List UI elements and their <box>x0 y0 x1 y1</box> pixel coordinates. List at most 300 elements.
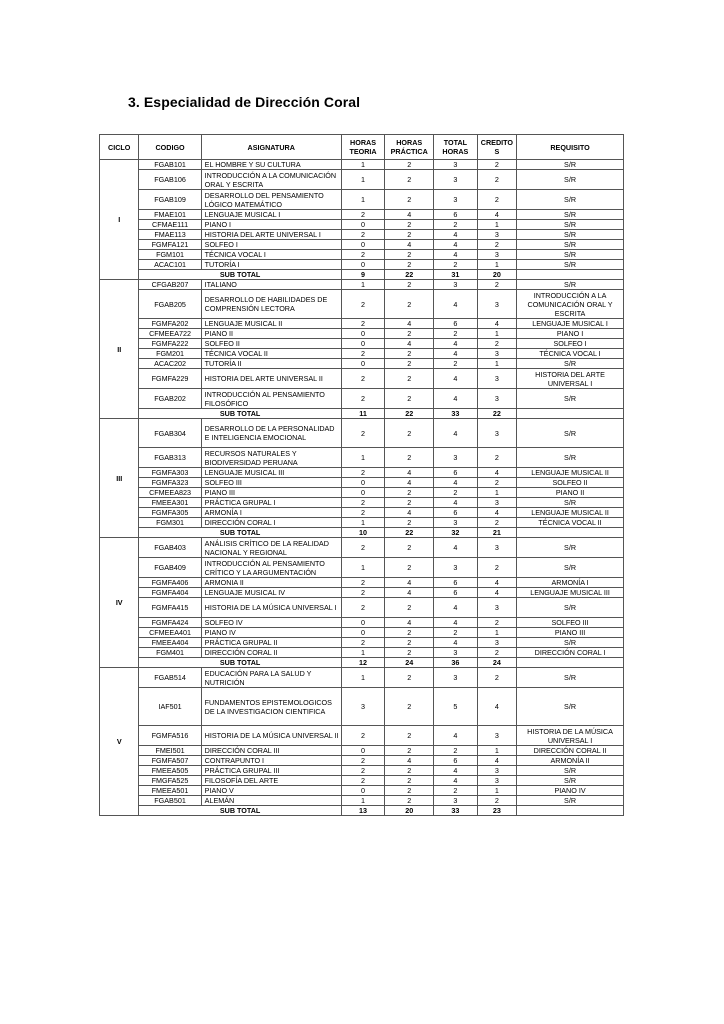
hours-total: 4 <box>434 726 478 746</box>
table-row <box>100 210 624 220</box>
hours-total: 4 <box>434 349 478 359</box>
header-total-horas: TOTAL HORAS <box>434 135 478 160</box>
hours-total: 4 <box>434 618 478 628</box>
table-row <box>100 588 624 598</box>
hours-total: 5 <box>434 688 478 726</box>
hours-practice: 4 <box>385 339 434 349</box>
credits: 4 <box>477 756 516 766</box>
hours-theory: 0 <box>341 628 385 638</box>
course-code: FGAB514 <box>139 668 201 688</box>
header-codigo: CODIGO <box>139 135 201 160</box>
course-code: FGAB109 <box>139 190 201 210</box>
subtotal-total: 31 <box>434 270 478 280</box>
course-subject: PRÁCTICA GRUPAL III <box>201 766 341 776</box>
cycle-cell: V <box>100 668 139 816</box>
hours-theory: 2 <box>341 756 385 766</box>
table-row <box>100 688 624 726</box>
hours-theory: 2 <box>341 389 385 409</box>
hours-total: 4 <box>434 538 478 558</box>
course-code: FGM101 <box>139 250 201 260</box>
requirement: LENGUAJE MUSICAL II <box>517 508 624 518</box>
hours-theory: 0 <box>341 339 385 349</box>
course-subject: TUTORÍA II <box>201 359 341 369</box>
table-row <box>100 598 624 618</box>
course-code: FGAB106 <box>139 170 201 190</box>
credits: 2 <box>477 796 516 806</box>
hours-practice: 2 <box>385 786 434 796</box>
hours-theory: 0 <box>341 478 385 488</box>
requirement: S/R <box>517 359 624 369</box>
requirement: PIANO II <box>517 488 624 498</box>
hours-theory: 1 <box>341 518 385 528</box>
table-row <box>100 280 624 290</box>
hours-theory: 2 <box>341 319 385 329</box>
course-subject: PRÁCTICA GRUPAL I <box>201 498 341 508</box>
course-subject: LENGUAJE MUSICAL I <box>201 210 341 220</box>
subtotal-total: 33 <box>434 806 478 816</box>
hours-practice: 2 <box>385 498 434 508</box>
hours-total: 4 <box>434 638 478 648</box>
hours-total: 4 <box>434 240 478 250</box>
credits: 2 <box>477 668 516 688</box>
hours-theory: 0 <box>341 786 385 796</box>
hours-total: 4 <box>434 598 478 618</box>
credits: 3 <box>477 776 516 786</box>
credits: 4 <box>477 578 516 588</box>
hours-total: 2 <box>434 359 478 369</box>
table-row <box>100 359 624 369</box>
credits: 3 <box>477 250 516 260</box>
course-subject: LENGUAJE MUSICAL IV <box>201 588 341 598</box>
credits: 2 <box>477 478 516 488</box>
requirement: SOLFEO III <box>517 618 624 628</box>
course-subject: ARMONIA II <box>201 578 341 588</box>
table-row <box>100 726 624 746</box>
table-row <box>100 260 624 270</box>
table-row <box>100 448 624 468</box>
hours-practice: 2 <box>385 726 434 746</box>
table-row <box>100 160 624 170</box>
hours-total: 6 <box>434 756 478 766</box>
subtotal-row <box>100 658 624 668</box>
requirement: S/R <box>517 280 624 290</box>
credits: 1 <box>477 628 516 638</box>
table-row <box>100 250 624 260</box>
credits: 4 <box>477 688 516 726</box>
hours-total: 3 <box>434 280 478 290</box>
subtotal-row <box>100 409 624 419</box>
requirement: S/R <box>517 448 624 468</box>
hours-theory: 2 <box>341 210 385 220</box>
course-code: CFMEEA722 <box>139 329 201 339</box>
requirement: ARMONÍA I <box>517 578 624 588</box>
hours-practice: 2 <box>385 419 434 448</box>
subtotal-label: SUB TOTAL <box>139 270 341 280</box>
hours-total: 2 <box>434 628 478 638</box>
subtotal-label: SUB TOTAL <box>139 409 341 419</box>
hours-total: 4 <box>434 250 478 260</box>
hours-total: 3 <box>434 518 478 528</box>
course-code: FGAB403 <box>139 538 201 558</box>
hours-practice: 2 <box>385 746 434 756</box>
cycle-cell: IV <box>100 538 139 668</box>
subtotal-row <box>100 528 624 538</box>
requirement: S/R <box>517 558 624 578</box>
hours-total: 4 <box>434 498 478 508</box>
requirement: LENGUAJE MUSICAL I <box>517 319 624 329</box>
requirement: PIANO IV <box>517 786 624 796</box>
course-subject: LENGUAJE MUSICAL II <box>201 319 341 329</box>
requirement: ARMONÍA II <box>517 756 624 766</box>
hours-theory: 1 <box>341 558 385 578</box>
hours-practice: 2 <box>385 369 434 389</box>
hours-practice: 2 <box>385 250 434 260</box>
course-code: IAF501 <box>139 688 201 726</box>
requirement: S/R <box>517 776 624 786</box>
table-row <box>100 508 624 518</box>
hours-practice: 2 <box>385 598 434 618</box>
hours-total: 2 <box>434 220 478 230</box>
credits: 2 <box>477 339 516 349</box>
course-code: FGAB313 <box>139 448 201 468</box>
course-subject: PRÁCTICA GRUPAL II <box>201 638 341 648</box>
header-ciclo: CICLO <box>100 135 139 160</box>
hours-practice: 2 <box>385 638 434 648</box>
hours-theory: 0 <box>341 746 385 756</box>
hours-total: 4 <box>434 776 478 786</box>
hours-practice: 2 <box>385 648 434 658</box>
cycle-cell: III <box>100 419 139 538</box>
course-subject: FUNDAMENTOS EPISTEMOLOGICOS DE LA INVESTIGACION CIENTIFICA <box>201 688 341 726</box>
hours-theory: 3 <box>341 688 385 726</box>
subtotal-requirement <box>517 528 624 538</box>
hours-theory: 0 <box>341 488 385 498</box>
requirement: HISTORIA DEL ARTE UNIVERSAL I <box>517 369 624 389</box>
hours-theory: 0 <box>341 329 385 339</box>
table-row <box>100 389 624 409</box>
table-row <box>100 518 624 528</box>
hours-total: 4 <box>434 339 478 349</box>
header-creditos: CREDITO S <box>477 135 516 160</box>
course-subject: CONTRAPUNTO I <box>201 756 341 766</box>
course-code: FMEEA505 <box>139 766 201 776</box>
course-code: FGMFA404 <box>139 588 201 598</box>
subtotal-theory: 10 <box>341 528 385 538</box>
course-code: FGMFA516 <box>139 726 201 746</box>
course-subject: DIRECCIÓN CORAL II <box>201 648 341 658</box>
course-code: FGAB304 <box>139 419 201 448</box>
course-subject: DIRECCIÓN CORAL I <box>201 518 341 528</box>
hours-practice: 4 <box>385 240 434 250</box>
hours-total: 4 <box>434 419 478 448</box>
course-subject: PIANO II <box>201 329 341 339</box>
course-code: FMEI501 <box>139 746 201 756</box>
hours-theory: 2 <box>341 766 385 776</box>
hours-theory: 0 <box>341 260 385 270</box>
requirement: PIANO III <box>517 628 624 638</box>
subtotal-practice: 22 <box>385 528 434 538</box>
requirement: S/R <box>517 170 624 190</box>
hours-total: 3 <box>434 796 478 806</box>
hours-theory: 2 <box>341 468 385 478</box>
hours-total: 4 <box>434 290 478 319</box>
credits: 4 <box>477 468 516 478</box>
course-code: FMEEA501 <box>139 786 201 796</box>
hours-theory: 2 <box>341 638 385 648</box>
page-title: 3. Especialidad de Dirección Coral <box>128 94 361 110</box>
requirement: S/R <box>517 250 624 260</box>
hours-practice: 4 <box>385 210 434 220</box>
requirement: S/R <box>517 598 624 618</box>
hours-practice: 4 <box>385 756 434 766</box>
requirement: S/R <box>517 389 624 409</box>
table-row <box>100 419 624 448</box>
course-code: FGMFA229 <box>139 369 201 389</box>
hours-practice: 2 <box>385 260 434 270</box>
table-row <box>100 498 624 508</box>
requirement: HISTORIA DE LA MÚSICA UNIVERSAL I <box>517 726 624 746</box>
hours-practice: 2 <box>385 389 434 409</box>
hours-theory: 1 <box>341 448 385 468</box>
credits: 2 <box>477 558 516 578</box>
subtotal-row <box>100 806 624 816</box>
course-subject: PIANO I <box>201 220 341 230</box>
subtotal-practice: 22 <box>385 409 434 419</box>
credits: 4 <box>477 319 516 329</box>
course-code: FGAB501 <box>139 796 201 806</box>
hours-total: 3 <box>434 558 478 578</box>
requirement: LENGUAJE MUSICAL III <box>517 588 624 598</box>
subtotal-credits: 22 <box>477 409 516 419</box>
hours-theory: 2 <box>341 369 385 389</box>
credits: 3 <box>477 290 516 319</box>
course-code: CFMEEA823 <box>139 488 201 498</box>
hours-practice: 2 <box>385 359 434 369</box>
requirement: S/R <box>517 766 624 776</box>
hours-total: 3 <box>434 160 478 170</box>
course-subject: EL HOMBRE Y SU CULTURA <box>201 160 341 170</box>
course-subject: INTRODUCCIÓN A LA COMUNICACIÓN ORAL Y ESCRITA <box>201 170 341 190</box>
course-subject: DESARROLLO DE HABILIDADES DE COMPRENSIÓN LECTORA <box>201 290 341 319</box>
hours-theory: 2 <box>341 419 385 448</box>
hours-practice: 2 <box>385 220 434 230</box>
course-subject: HISTORIA DE LA MÚSICA UNIVERSAL II <box>201 726 341 746</box>
hours-practice: 2 <box>385 329 434 339</box>
requirement: S/R <box>517 688 624 726</box>
subtotal-requirement <box>517 658 624 668</box>
hours-theory: 2 <box>341 578 385 588</box>
credits: 1 <box>477 746 516 756</box>
requirement: S/R <box>517 668 624 688</box>
hours-total: 3 <box>434 448 478 468</box>
hours-practice: 2 <box>385 290 434 319</box>
course-code: FGAB202 <box>139 389 201 409</box>
requirement: INTRODUCCIÓN A LA COMUNICACIÓN ORAL Y ESCRITA <box>517 290 624 319</box>
header-horas-teoria: HORAS TEORIA <box>341 135 385 160</box>
cycle-cell: II <box>100 280 139 419</box>
requirement: DIRECCIÓN CORAL II <box>517 746 624 756</box>
requirement: S/R <box>517 230 624 240</box>
hours-practice: 2 <box>385 628 434 638</box>
header-asignatura: ASIGNATURA <box>201 135 341 160</box>
course-code: FGMFA507 <box>139 756 201 766</box>
hours-practice: 4 <box>385 588 434 598</box>
subtotal-credits: 24 <box>477 658 516 668</box>
requirement: S/R <box>517 190 624 210</box>
requirement: S/R <box>517 796 624 806</box>
hours-total: 2 <box>434 746 478 756</box>
credits: 3 <box>477 598 516 618</box>
hours-theory: 2 <box>341 588 385 598</box>
course-code: CFMAE111 <box>139 220 201 230</box>
table-row <box>100 558 624 578</box>
hours-total: 6 <box>434 319 478 329</box>
course-subject: HISTORIA DEL ARTE UNIVERSAL II <box>201 369 341 389</box>
requirement: S/R <box>517 498 624 508</box>
credits: 3 <box>477 638 516 648</box>
hours-total: 6 <box>434 210 478 220</box>
course-code: FGM201 <box>139 349 201 359</box>
subtotal-total: 32 <box>434 528 478 538</box>
course-code: ACAC101 <box>139 260 201 270</box>
hours-practice: 2 <box>385 538 434 558</box>
hours-total: 2 <box>434 786 478 796</box>
course-subject: SOLFEO II <box>201 339 341 349</box>
hours-practice: 4 <box>385 578 434 588</box>
credits: 1 <box>477 786 516 796</box>
course-subject: ARMONÍA I <box>201 508 341 518</box>
hours-theory: 0 <box>341 618 385 628</box>
subtotal-requirement <box>517 806 624 816</box>
hours-practice: 2 <box>385 688 434 726</box>
table-row <box>100 488 624 498</box>
subtotal-total: 36 <box>434 658 478 668</box>
hours-theory: 2 <box>341 349 385 359</box>
credits: 1 <box>477 220 516 230</box>
hours-theory: 1 <box>341 648 385 658</box>
hours-total: 2 <box>434 329 478 339</box>
hours-practice: 2 <box>385 488 434 498</box>
hours-total: 4 <box>434 478 478 488</box>
course-code: FMAE101 <box>139 210 201 220</box>
subtotal-practice: 20 <box>385 806 434 816</box>
hours-practice: 4 <box>385 319 434 329</box>
course-code: FGAB205 <box>139 290 201 319</box>
table-row <box>100 538 624 558</box>
hours-theory: 2 <box>341 498 385 508</box>
hours-practice: 4 <box>385 478 434 488</box>
course-subject: ALEMÁN <box>201 796 341 806</box>
hours-practice: 2 <box>385 518 434 528</box>
hours-theory: 1 <box>341 170 385 190</box>
table-row <box>100 190 624 210</box>
table-row <box>100 240 624 250</box>
subtotal-credits: 23 <box>477 806 516 816</box>
table-row <box>100 756 624 766</box>
table-row <box>100 648 624 658</box>
hours-practice: 2 <box>385 558 434 578</box>
requirement: TÉCNICA VOCAL II <box>517 518 624 528</box>
subtotal-theory: 13 <box>341 806 385 816</box>
course-code: FMEEA404 <box>139 638 201 648</box>
hours-total: 6 <box>434 588 478 598</box>
credits: 3 <box>477 538 516 558</box>
course-code: FGMFA202 <box>139 319 201 329</box>
table-header-row <box>100 135 624 160</box>
hours-theory: 0 <box>341 220 385 230</box>
table-row <box>100 638 624 648</box>
hours-total: 3 <box>434 668 478 688</box>
course-subject: ANÁLISIS CRÍTICO DE LA REALIDAD NACIONAL Y REGIONAL <box>201 538 341 558</box>
hours-total: 2 <box>434 488 478 498</box>
hours-theory: 1 <box>341 190 385 210</box>
course-code: FGAB101 <box>139 160 201 170</box>
requirement: S/R <box>517 638 624 648</box>
credits: 2 <box>477 648 516 658</box>
requirement: S/R <box>517 260 624 270</box>
subtotal-total: 33 <box>434 409 478 419</box>
hours-total: 3 <box>434 190 478 210</box>
table-row <box>100 776 624 786</box>
course-code: FGM401 <box>139 648 201 658</box>
table-row <box>100 349 624 359</box>
requirement: SOLFEO I <box>517 339 624 349</box>
subtotal-label: SUB TOTAL <box>139 806 341 816</box>
hours-practice: 4 <box>385 618 434 628</box>
table-row <box>100 369 624 389</box>
subtotal-theory: 11 <box>341 409 385 419</box>
subtotal-requirement <box>517 409 624 419</box>
header-requisito: REQUISITO <box>517 135 624 160</box>
subtotal-label: SUB TOTAL <box>139 528 341 538</box>
requirement: S/R <box>517 538 624 558</box>
hours-practice: 2 <box>385 776 434 786</box>
course-subject: TÉCNICA VOCAL II <box>201 349 341 359</box>
requirement: S/R <box>517 160 624 170</box>
course-code: FGMFA415 <box>139 598 201 618</box>
table-row <box>100 618 624 628</box>
credits: 3 <box>477 498 516 508</box>
credits: 1 <box>477 359 516 369</box>
course-code: FMEEA301 <box>139 498 201 508</box>
requirement: SOLFEO II <box>517 478 624 488</box>
course-subject: HISTORIA DEL ARTE UNIVERSAL I <box>201 230 341 240</box>
table-row <box>100 290 624 319</box>
course-subject: DIRECCIÓN CORAL III <box>201 746 341 756</box>
table-body <box>100 160 624 816</box>
course-code: FGAB409 <box>139 558 201 578</box>
requirement: PIANO I <box>517 329 624 339</box>
course-code: FMGFA525 <box>139 776 201 786</box>
hours-theory: 1 <box>341 160 385 170</box>
table-row <box>100 668 624 688</box>
credits: 2 <box>477 280 516 290</box>
credits: 2 <box>477 240 516 250</box>
credits: 4 <box>477 588 516 598</box>
requirement: S/R <box>517 220 624 230</box>
course-code: FGMFA305 <box>139 508 201 518</box>
subtotal-credits: 21 <box>477 528 516 538</box>
course-code: FGMFA323 <box>139 478 201 488</box>
course-subject: HISTORIA DE LA MÚSICA UNIVERSAL I <box>201 598 341 618</box>
hours-practice: 2 <box>385 766 434 776</box>
course-subject: RECURSOS NATURALES Y BIODIVERSIDAD PERUANA <box>201 448 341 468</box>
hours-total: 3 <box>434 170 478 190</box>
course-code: FGMFA222 <box>139 339 201 349</box>
course-code: ACAC202 <box>139 359 201 369</box>
requirement: LENGUAJE MUSICAL II <box>517 468 624 478</box>
credits: 3 <box>477 349 516 359</box>
